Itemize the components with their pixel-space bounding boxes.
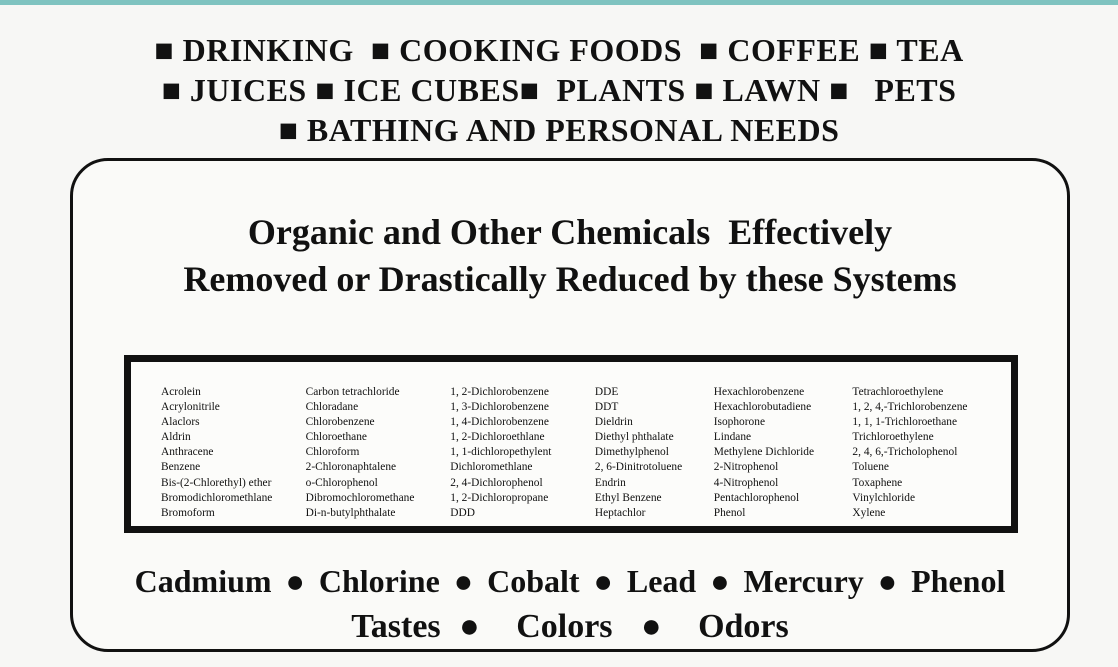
chemical-name: Chlorobenzene (305, 416, 375, 429)
metals-line (73, 561, 1067, 601)
chemical-name: 2, 4-Dichlorophenol (450, 476, 543, 489)
chemical-name: Isophorone (713, 416, 765, 429)
metal-item: Phenol (911, 563, 1006, 599)
chemical-name: 2, 6-Dinitrotoluene (594, 461, 683, 474)
chemical-name: Hexachlorobutadiene (713, 401, 812, 414)
bullet-separator: ● (641, 608, 662, 645)
use-item: PETS (874, 72, 957, 108)
bullet-separator: ● (877, 563, 898, 599)
chemical-name: Chloroform (305, 446, 360, 459)
chemical-name: 2-Chloronaphtalene (305, 461, 397, 474)
chemical-name: o-Chlorophenol (305, 476, 378, 489)
chemical-name: 1, 2-Dichloropropane (450, 491, 549, 504)
chemical-name: Tetrachloroethylene (852, 386, 944, 398)
chemical-name: Hexachlorobenzene (713, 386, 805, 398)
chemical-name: Xylene (852, 506, 886, 519)
chemical-name: Chloroethane (305, 431, 367, 444)
use-item: ■ COFFEE ■ TEA (699, 32, 964, 68)
use-item: PLANTS ■ LAWN ■ (556, 72, 849, 108)
chemical-name: Acrolein (161, 386, 201, 398)
chemical-name: Heptachlor (594, 506, 646, 519)
chemicals-column (306, 385, 451, 521)
bullet-separator: ● (710, 563, 730, 599)
uses-list (0, 30, 1118, 150)
bullet-separator: ● (459, 608, 480, 645)
quality-item: Tastes (351, 608, 441, 645)
chemicals-column (852, 385, 1001, 521)
chemical-name: DDT (594, 401, 619, 414)
chemical-name: 1, 1, 1-Trichloroethane (852, 416, 958, 429)
metal-item: Chlorine (318, 563, 440, 599)
chemical-name: Endrin (594, 476, 626, 489)
chemical-name: Lindane (713, 431, 752, 444)
chemical-name: Toxaphene (852, 476, 903, 489)
bullet-separator: ● (453, 563, 474, 599)
chemical-name: 1, 3-Dichlorobenzene (450, 401, 549, 414)
use-item: ■ BATHING AND PERSONAL NEEDS (278, 112, 840, 148)
chemical-name: 2, 4, 6,-Tricholophenol (852, 446, 958, 459)
chemical-name: Acrylonitrile (161, 401, 220, 414)
heading-line-1: Organic and Other Chemicals Effectively (247, 212, 893, 252)
chemicals-column (714, 385, 853, 521)
chemical-name: DDD (450, 506, 475, 519)
chemical-name: Carbon tetrachloride (305, 386, 400, 398)
chemicals-column (595, 385, 714, 521)
chemical-name: Bromodichloromethlane (161, 491, 273, 504)
chemical-name: 1, 2-Dichlorobenzene (450, 386, 549, 398)
heading-line-2: Removed or Drastically Reduced by these Systems (183, 259, 957, 299)
top-accent-rule (0, 0, 1118, 5)
chemicals-table (124, 355, 1018, 533)
removal-panel (70, 158, 1070, 652)
metal-item: Cobalt (487, 563, 580, 599)
uses-line-2 (0, 70, 1118, 110)
chemical-name: Pentachlorophenol (713, 491, 800, 504)
chemical-name: DDE (594, 386, 619, 398)
quality-item: Colors (516, 608, 613, 645)
chemical-name: Dichloromethlane (450, 461, 533, 474)
chemical-name: Di-n-butylphthalate (305, 506, 396, 519)
chemicals-columns (161, 385, 1001, 521)
uses-line-1 (0, 30, 1118, 70)
chemical-name: Trichloroethylene (852, 431, 934, 444)
chemical-name: 1, 2, 4,-Trichlorobenzene (852, 401, 968, 414)
use-item: ■ COOKING FOODS (370, 32, 683, 68)
chemical-name: Dieldrin (594, 416, 633, 429)
chemical-name: Benzene (161, 461, 201, 474)
chemicals-column (161, 385, 306, 521)
panel-heading (73, 209, 1067, 303)
bullet-separator: ● (285, 563, 305, 599)
metal-item: Mercury (743, 563, 864, 599)
use-item: ■ JUICES ■ ICE CUBES■ (161, 72, 540, 108)
chemical-name: 2-Nitrophenol (713, 461, 779, 474)
qualities-line (73, 607, 1067, 647)
chemical-name: Chloradane (305, 401, 359, 414)
chemical-name: Bis-(2-Chlorethyl) ether (161, 476, 272, 489)
uses-line-3 (0, 110, 1118, 150)
chemical-name: Methylene Dichloride (713, 446, 815, 459)
chemical-name: Diethyl phthalate (594, 431, 674, 444)
chemical-name: Toluene (852, 461, 889, 474)
chemical-name: Bromoform (161, 506, 215, 519)
chemical-name: 1, 2-Dichloroethlane (450, 431, 545, 444)
chemical-name: 1, 1-dichloropethylent (450, 446, 552, 459)
chemical-name: 4-Nitrophenol (713, 476, 779, 489)
metal-item: Cadmium (134, 563, 272, 599)
quality-item: Odors (698, 608, 789, 645)
metal-item: Lead (626, 563, 697, 599)
use-item: ■ DRINKING (154, 32, 354, 68)
chemical-name: Aldrin (161, 431, 191, 444)
chemical-name: Phenol (713, 506, 746, 519)
bullet-separator: ● (593, 563, 613, 599)
chemical-name: 1, 4-Dichlorobenzene (450, 416, 549, 429)
chemicals-column (450, 385, 595, 521)
chemical-name: Dimethylphenol (594, 446, 669, 459)
chemical-name: Vinylchloride (852, 491, 916, 504)
chemical-name: Ethyl Benzene (594, 491, 662, 504)
chemical-name: Anthracene (161, 446, 214, 459)
chemical-name: Alaclors (161, 416, 200, 429)
chemical-name: Dibromochloromethane (305, 491, 415, 504)
